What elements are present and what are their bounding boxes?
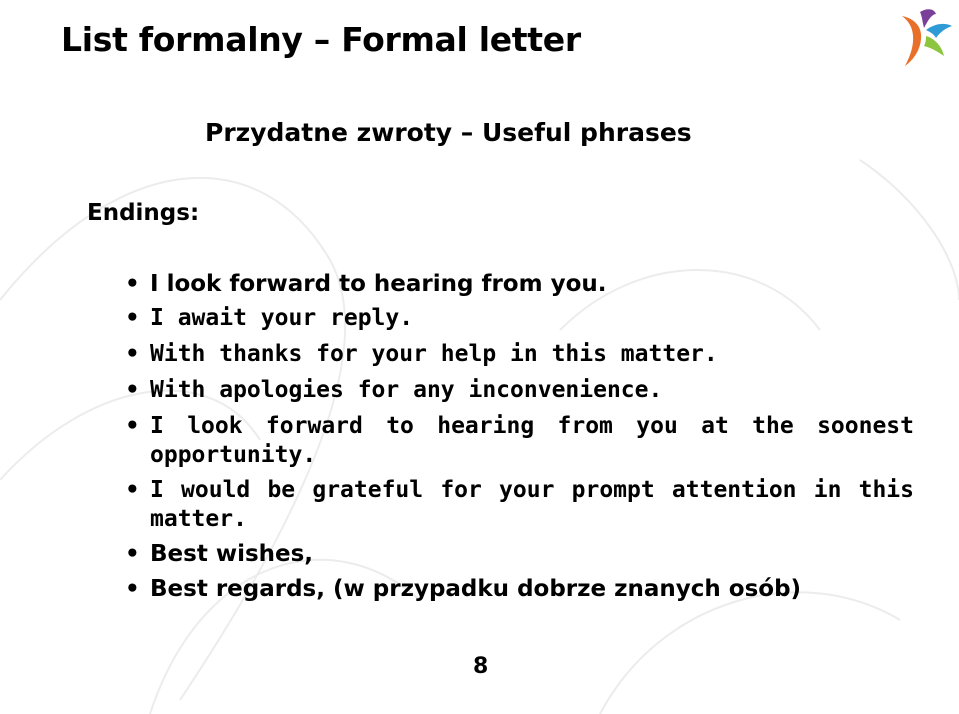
star-figure-logo-icon [896, 6, 954, 68]
bullet: • [125, 541, 140, 567]
bullet: • [125, 477, 140, 503]
list-item [124, 340, 914, 369]
list-item [124, 304, 914, 333]
phrase-text: I look forward to hearing from you. [150, 271, 607, 297]
list-item [124, 476, 914, 534]
subtitle: Przydatne zwroty – Useful phrases [205, 118, 692, 147]
list-item [124, 540, 914, 569]
bullet: • [125, 271, 140, 297]
phrase-text: With apologies for any inconvenience. [150, 377, 663, 403]
bullet: • [125, 305, 140, 331]
phrase-text: Best regards, (w przypadku dobrze znanych osób) [150, 576, 802, 602]
section-label: Endings: [87, 200, 200, 226]
phrase-text: I await your reply. [150, 305, 414, 331]
list-item [124, 270, 914, 299]
page-title: List formalny – Formal letter [61, 20, 581, 59]
bullet: • [125, 377, 140, 403]
phrase-text: I would be grateful for your prompt attention in this matter. [150, 477, 914, 532]
bullet: • [125, 576, 140, 602]
phrase-text: I look forward to hearing from you at the soonest opportunity. [150, 413, 914, 468]
bullet: • [125, 413, 140, 439]
bullet: • [125, 341, 140, 367]
page-number: 8 [473, 654, 489, 679]
list-item [124, 376, 914, 405]
phrase-text: With thanks for your help in this matter. [150, 341, 718, 367]
list-item [124, 412, 914, 470]
phrase-list [124, 270, 914, 604]
list-item [124, 575, 914, 604]
phrase-text: Best wishes, [150, 541, 314, 567]
